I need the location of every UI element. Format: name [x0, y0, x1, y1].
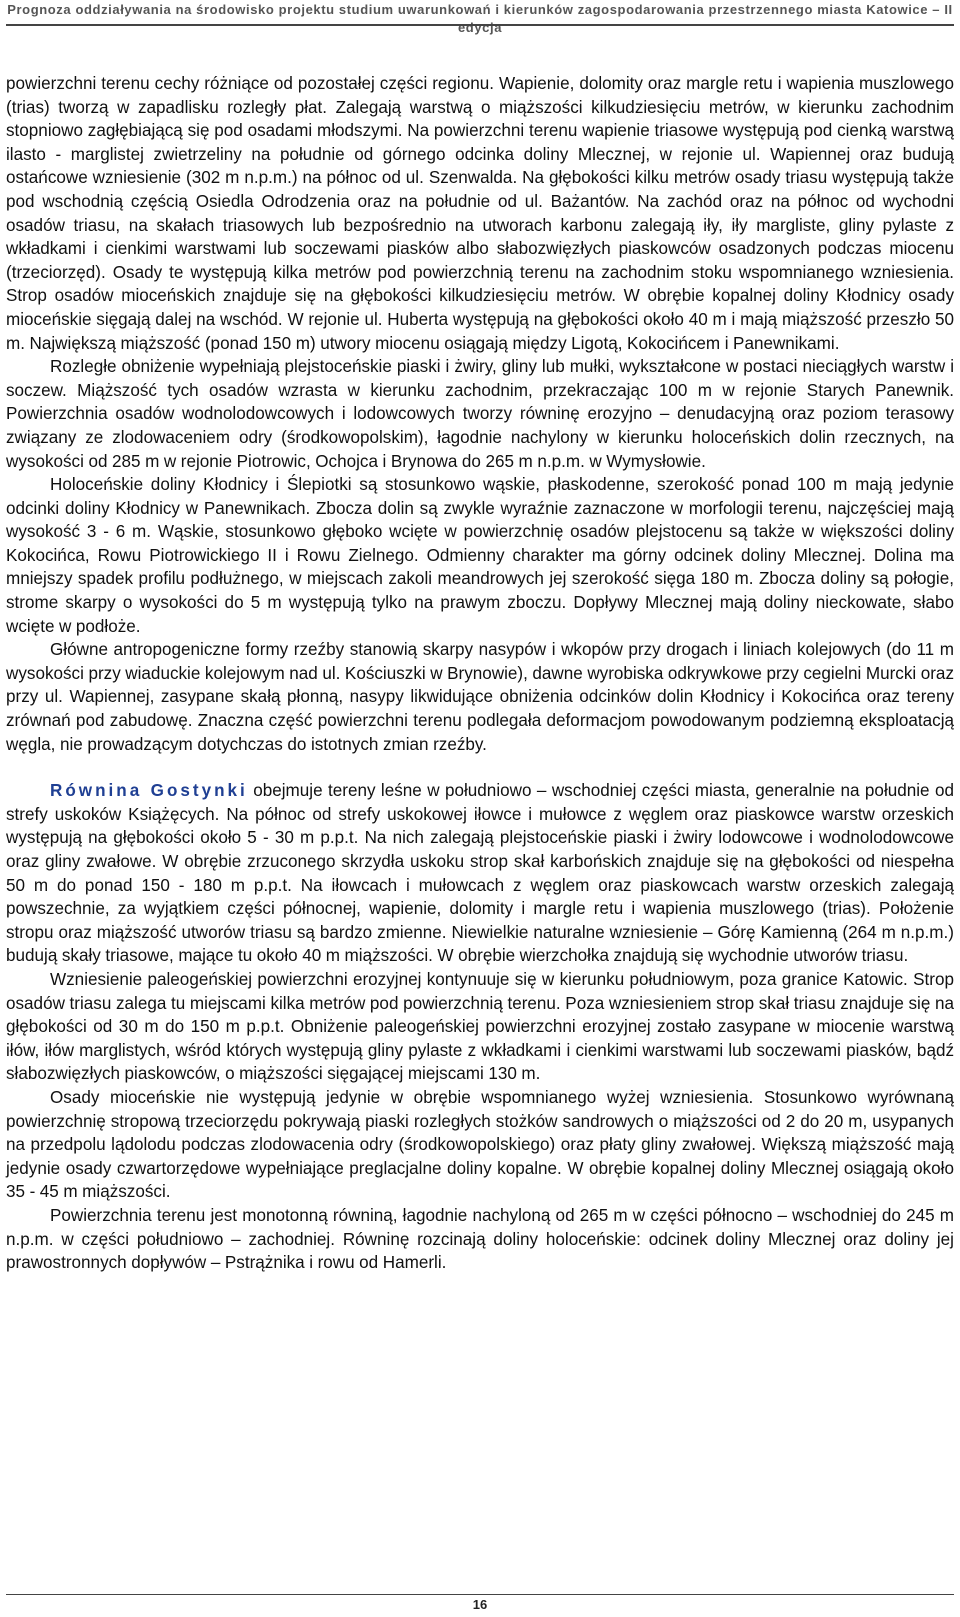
header-divider — [6, 24, 954, 26]
body-paragraph: Wzniesienie paleogeńskiej powierzchni erozyjnej kontynuuje się w kierunku południowym, poza granice Katowic. Strop osadów triasu zalega tu miejscami kilka metrów pod powierzchnią terenu. Poza wzniesieniem strop skał triasu znajduje się na głębokości od 30 m do 150 m p.p.t. Obniżenie paleogeńskiej powierzchni erozyjnej zostało zasypane w miocenie warstwą iłów, iłów marglistych, wśród których występują gliny pylaste z wkładkami i cienkimi warstwami lub soczewami piasków, bądź słabozwięzłych piaskowców, o miąższości sięgającej miejscami 130 m. — [6, 969, 954, 1084]
document-body — [6, 72, 954, 1275]
body-paragraph: Rozległe obniżenie wypełniają plejstoceńskie piaski i żwiry, gliny lub mułki, wykształcone w postaci nieciągłych warstw i soczew. Miąższość tych osadów wzrasta w kierunku zachodnim, przekraczając 100 m w rejonie Starych Panewnik. Powierzchnia osadów wodnolodowcowych i lodowcowych tworzy równinę erozyjno – denudacyjną oraz poziom terasowy związany ze zlodowaceniem odry (środkowopolskim), łagodnie nachylony w kierunku holoceńskich dolin rzecznych, na wysokości od 285 m w rejonie Piotrowic, Ochojca i Brynowa do 265 m n.p.m. w Wymysłowie. — [6, 357, 954, 471]
body-paragraph: Powierzchnia terenu jest monotonną równiną, łagodnie nachyloną od 265 m w części północno – wschodniej do 245 m n.p.m. w części południowo – zachodniej. Równinę rozcinają doliny holoceńskie: odcinek doliny Mlecznej oraz doliny jej prawostronnych dopływów – Pstrążnika i rowu od Hamerli. — [6, 1205, 954, 1273]
body-paragraph: Holoceńskie doliny Kłodnicy i Ślepiotki są stosunkowo wąskie, płaskodenne, szerokość ponad 100 m mają jedynie odcinki doliny Kłodnicy w Panewnikach. Zbocza dolin są zwykle wyraźnie zaznaczone w morfologii terenu, najczęściej mają wysokość 3 - 6 m. Wąskie, stosunkowo głęboko wcięte w powierzchnię osadów plejstocenu są także w większości doliny Kokocińca, Rowu Piotrowickiego II i Rowu Zielnego. Odmienny charakter ma górny odcinek doliny Mlecznej. Dolina ma mniejszy spadek profilu podłużnego, w miejscach zakoli meandrowych jej szerokość sięga 180 m. Zbocza doliny są połogie, strome skarpy o wysokości do 5 m występują tylko na prawym zboczu. Dopływy Mlecznej mają doliny nieckowate, słabo wcięte w podłoże. — [6, 475, 954, 636]
body-paragraph: Osady mioceńskie nie występują jedynie w obrębie wspomnianego wyżej wzniesienia. Stosunkowo wyrównaną powierzchnię stropową trzeciorzędu pokrywają piaski rozległych stożków sandrowych o miąższości od 2 do 20 m, usypanych na przedpolu lądolodu podczas zlodowacenia odry (środkowopolskiego) oraz płaty gliny zwałowej. Większą miąższość mają jedynie osady czwartorzędowe wypełniające preglacjalne doliny kopalne. W obrębie kopalnej doliny Mlecznej osiągają około 35 - 45 m miąższości. — [6, 1087, 954, 1202]
section-lead-text: obejmuje tereny leśne w południowo – wschodniej części miasta, generalnie na południe od strefy uskoków Książęcych. Na północ od strefy uskokowej iłowce i mułowce z węglem oraz piaskowce warstw orzeskich występują na głębokości około 5 - 30 m p.p.t. Na nich zalegają plejstoceńskie piaski i żwiry lodowcowe i wodnolodowcowe oraz gliny zwałowe. W obrębie zrzuconego skrzydła uskoku strop skał karbońskich znajduje się na głębokości od niespełna 50 m do ponad 150 - 180 m p.p.t. Na iłowcach i mułowcach z węglem oraz piaskowcach warstw orzeskich zalegają powszechnie, za wyjątkiem części północnej, wapienie, dolomity i margle retu i wapienia muszlowego (trias). Położenie stropu oraz miąższość utworów triasu są bardzo zmienne. Niewielkie naturalne wzniesienie – Górę Kamienną (264 m n.p.m.) budują skały triasowe, mające tu około 40 m miąższości. W obrębie wierzchołka znajdują się wychodnie utworów triasu. — [6, 781, 955, 966]
body-paragraph: Główne antropogeniczne formy rzeźby stanowią skarpy nasypów i wkopów przy drogach i liniach kolejowych (do 11 m wysokości przy wiaduckie kolejowym nad ul. Kościuszki w Brynowie), dawne wyrobiska odkrywkowe przy cegielni Murcki oraz przy ul. Wapiennej, zasypane skałą płonną, nasypy likwidujące obniżenia odcinków dolin Kłodnicy i Kokocińca oraz tereny zrównań pod zabudowę. Znaczna część powierzchni terenu podlegała deformacjom powodowanym podziemną eksploatacją węgla, nie prowadzącym dotychczas do istotnych zmian rzeźby. — [6, 640, 954, 754]
section-heading: Równina Gostynki — [50, 781, 248, 801]
page-number: 16 — [472, 1597, 488, 1612]
running-header: Prognoza oddziaływania na środowisko projektu studium uwarunkowań i kierunków zagospodarowania przestrzennego miasta Katowice – II edycja — [7, 2, 953, 35]
body-paragraph: powierzchni terenu cechy różniące od pozostałej części regionu. Wapienie, dolomity oraz margle retu i wapienia muszlowego (trias) tworzą w zapadlisku rozległy płat. Zalegają warstwą o miąższości kilkudziesięciu metrów, w kierunku zachodnim stopniowo zagłębiającą się pod osadami młodszymi. Na powierzchni terenu wapienie triasowe występują pod cienką warstwą ilasto - marglistej zwietrzeliny na południe od górnego odcinka doliny Mlecznej, w rejonie ul. Wapiennej oraz budują ostańcowe wzniesienie (302 m n.p.m.) na północ od ul. Szenwalda. Na głębokości kilku metrów osady triasu występują także pod wschodnią częścią Osiedla Odrodzenia oraz na południe od ul. Bażantów. Na zachód oraz na północ od wychodni osadów triasu, na skałach triasowych lub bezpośrednio na utworach karbonu zalegają iły, iły margliste, gliny pylaste z wkładkami i cienkimi warstwami lub soczewami piasków albo słabozwięzłych piaskowców osadzonych podczas miocenu (trzeciorzęd). Osady te występują kilka metrów pod powierzchnią terenu na zachodnim stoku wspomnianego wzniesienia. Strop osadów mioceńskich znajduje się na głębokości kilkudziesięciu metrów. W obrębie kopalnej doliny Kłodnicy osady mioceńskie sięgają dalej na wschód. W rejonie ul. Huberta występują na głębokości około 40 m i mają miąższość przeszło 50 m. Największą miąższość (ponad 150 m) utwory miocenu osiągają między Ligotą, Kokocińcem i Panewnikami. — [6, 74, 954, 353]
section-lead-paragraph — [6, 779, 954, 968]
footer-divider — [6, 1594, 954, 1595]
